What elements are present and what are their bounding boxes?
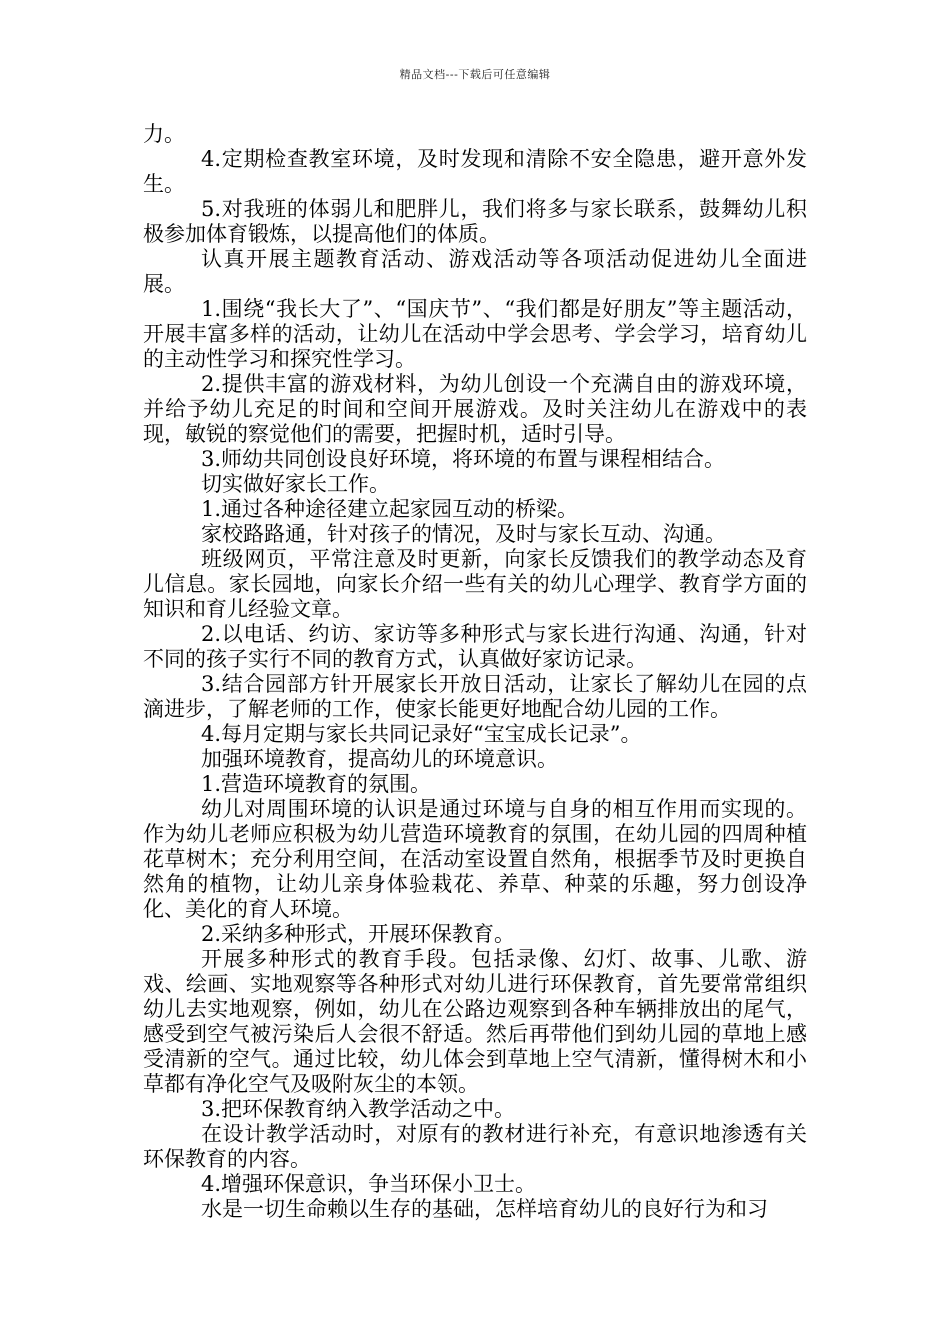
paragraph: 4.增强环保意识，争当环保小卫士。 xyxy=(201,1172,537,1196)
paragraph: 3.把环保教育纳入教学活动之中。 xyxy=(201,1097,516,1121)
paragraph: 3.结合园部方针开展家长开放日活动，让家长了解幼儿在园的点滴进步，了解老师的工作，使家长能更好地配合幼儿园的工作。 xyxy=(143,672,807,721)
paragraph: 班级网页，平常注意及时更新，向家长反馈我们的教学动态及育儿信息。家长园地，向家长介绍一些有关的幼儿心理学、教育学方面的知识和育儿经验文章。 xyxy=(143,547,807,621)
paragraph: 家校路路通，针对孩子的情况，及时与家长互动、沟通。 xyxy=(201,522,726,546)
paragraph: 1.营造环境教育的氛围。 xyxy=(201,772,432,796)
paragraph: 在设计教学活动时，对原有的教材进行补充，有意识地渗透有关环保教育的内容。 xyxy=(143,1122,807,1171)
paragraph: 开展多种形式的教育手段。包括录像、幻灯、故事、儿歌、游戏、绘画、实地观察等各种形式对幼儿进行环保教育，首先要常常组织幼儿去实地观察，例如，幼儿在公路边观察到各种车辆排放出的尾气，感受到空气被污染后人会很不舒适。然后再带他们到幼儿园的草地上感受清新的空气。通过比较，幼儿体会到草地上空气清新，懂得树木和小草都有净化空气及吸附灰尘的本领。 xyxy=(143,947,807,1096)
paragraph: 4.每月定期与家长共同记录好“宝宝成长记录”。 xyxy=(201,722,642,746)
paragraph: 1.通过各种途径建立起家园互动的桥梁。 xyxy=(201,497,579,521)
document-body xyxy=(143,122,807,1222)
paragraph: 2.提供丰富的游戏材料，为幼儿创设一个充满自由的游戏环境，并给予幼儿充足的时间和空间开展游戏。及时关注幼儿在游戏中的表现，敏锐的察觉他们的需要，把握时机，适时引导。 xyxy=(143,372,807,446)
paragraph: 4.定期检查教室环境，及时发现和清除不安全隐患，避开意外发生。 xyxy=(143,147,807,196)
paragraph: 认真开展主题教育活动、游戏活动等各项活动促进幼儿全面进展。 xyxy=(143,247,807,296)
paragraph: 2.以电话、约访、家访等多种形式与家长进行沟通、沟通，针对不同的孩子实行不同的教育方式，认真做好家访记录。 xyxy=(143,622,807,671)
paragraph: 幼儿对周围环境的认识是通过环境与自身的相互作用而实现的。作为幼儿老师应积极为幼儿营造环境教育的氛围，在幼儿园的四周种植花草树木；充分利用空间，在活动室设置自然角，根据季节及时更换自然角的植物，让幼儿亲身体验栽花、养草、种菜的乐趣，努力创设净化、美化的育人环境。 xyxy=(143,797,807,921)
paragraph: 力。 xyxy=(143,122,185,146)
page-header: 精品文档---下载后可任意编辑 xyxy=(399,68,551,81)
paragraph: 3.师幼共同创设良好环境，将环境的布置与课程相结合。 xyxy=(201,447,726,471)
paragraph: 加强环境教育，提高幼儿的环境意识。 xyxy=(201,747,558,771)
paragraph: 1.围绕“我长大了”、“国庆节”、“我们都是好朋友”等主题活动，开展丰富多样的活动，让幼儿在活动中学会思考、学会学习，培育幼儿的主动性学习和探究性学习。 xyxy=(143,297,807,371)
paragraph: 2.采纳多种形式，开展环保教育。 xyxy=(201,922,516,946)
paragraph: 切实做好家长工作。 xyxy=(201,472,390,496)
paragraph: 水是一切生命赖以生存的基础，怎样培育幼儿的良好行为和习 xyxy=(201,1197,768,1221)
paragraph: 5.对我班的体弱儿和肥胖儿，我们将多与家长联系，鼓舞幼儿积极参加体育锻炼，以提高他们的体质。 xyxy=(143,197,807,246)
